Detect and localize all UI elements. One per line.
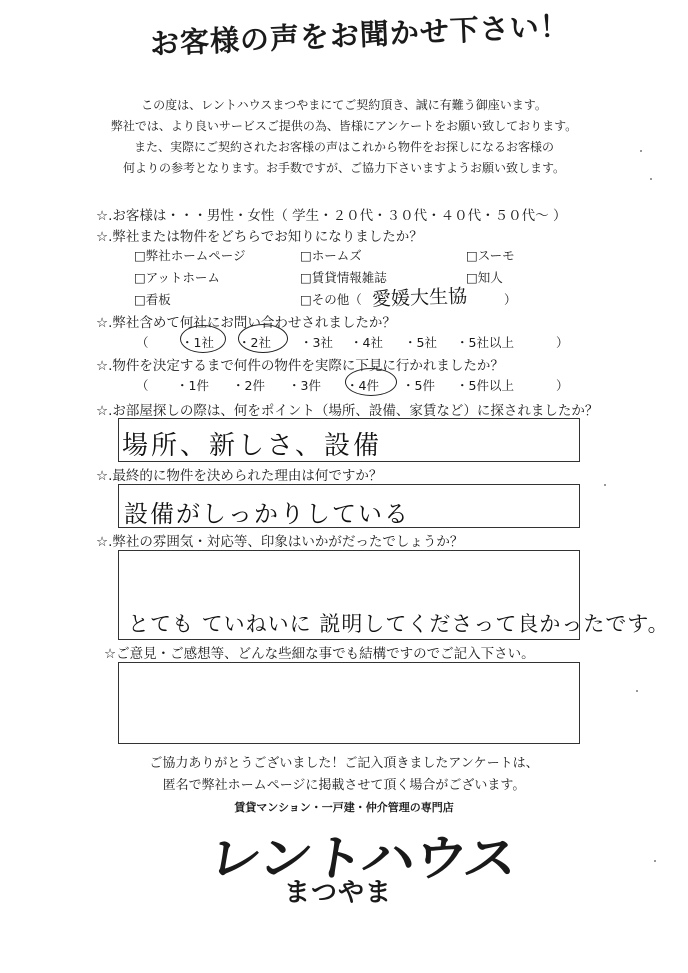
question-comments: ☆ご意見・ご感想等、どんな些細な事でも結構ですのでご記入下さい。 (104, 646, 535, 662)
answer-decision-reason: 設備がしっかりしている (124, 500, 410, 528)
answer-search-points: 場所、新しさ、設備 (122, 431, 382, 461)
scan-speck (636, 690, 638, 692)
option-company-homepage[interactable]: □弊社ホームページ (134, 248, 246, 263)
q3-option-2[interactable]: ・2社 (238, 335, 271, 350)
q4-option-4[interactable]: ・4件 (346, 378, 379, 393)
option-other[interactable]: □その他（ (300, 292, 362, 307)
intro-line-2: 弊社では、より良いサービスご提供の為、皆様にアンケートをお願い致しております。 (110, 119, 578, 133)
q4-option-5plus[interactable]: ・5件以上 (456, 378, 514, 393)
q3-open-paren: （ (136, 335, 149, 350)
logo-rent-house: レントハウス (203, 829, 521, 887)
intro-line-1: この度は、レントハウスまつやまにてご契約頂き、誠に有難う御座います。 (141, 98, 547, 112)
question-properties-viewed: ☆.物件を決定するまで何件の物件を実際に下見に行かれましたか？ (96, 358, 504, 374)
intro-line-4: 何よりの参考となります。お手数ですが、ご協力下さいますようお願い致します。 (122, 161, 566, 175)
q3-option-5plus[interactable]: ・5社以上 (456, 335, 514, 350)
q3-option-1[interactable]: ・1社 (181, 335, 214, 350)
circle-mark-2 (238, 324, 288, 353)
option-signboard[interactable]: □看板 (134, 292, 171, 307)
logo-matsuyama: まつやま (284, 878, 393, 908)
question-companies-contacted: ☆.弊社含めて何社にお問い合わせされましたか？ (96, 315, 396, 331)
q4-option-5[interactable]: ・5件 (402, 378, 435, 393)
scan-speck (654, 860, 656, 862)
footer-line-2: 匿名で弊社ホームページに掲載させて頂く場合がございます。 (162, 778, 526, 793)
option-suumo[interactable]: □スーモ (466, 248, 515, 263)
logo-tagline: 賃貸マンション・一戸建・仲介管理の専門店 (234, 801, 454, 814)
intro-line-3: また、実際にご契約されたお客様の声はこれから物件をお探しになるお客様の (133, 140, 554, 154)
question-decision-reason: ☆.最終的に物件を決められた理由は何ですか？ (96, 468, 383, 484)
option-rental-magazine[interactable]: □賃貸情報雑誌 (300, 270, 387, 285)
q3-option-3[interactable]: ・3社 (300, 335, 333, 350)
question-search-points: ☆.お部屋探しの際は、何をポイント（場所、設備、家賃など）に探されましたか？ (96, 403, 599, 419)
scan-speck (650, 178, 652, 180)
q4-option-2[interactable]: ・2件 (232, 378, 265, 393)
question-gender-age: ☆.お客様は・・・男性・女性（ 学生・２０代・３０代・４０代・５０代～ ） (96, 208, 567, 224)
option-homes[interactable]: □ホームズ (300, 248, 362, 263)
q3-option-5[interactable]: ・5社 (404, 335, 437, 350)
answer-impression: とても ていねいに 説明してくださって良かったです。 (128, 612, 670, 636)
other-handwritten-answer: 愛媛大生協 (371, 285, 468, 311)
question-impression: ☆.弊社の雰囲気・対応等、印象はいかがだったでしょうか？ (96, 534, 464, 550)
q3-close-paren: ） (556, 335, 569, 350)
q4-close-paren: ） (556, 378, 569, 393)
page-title: お客様の声をお聞かせ下さい！ (149, 8, 571, 61)
option-acquaintance[interactable]: □知人 (466, 270, 503, 285)
q4-option-3[interactable]: ・3件 (288, 378, 321, 393)
question-how-found: ☆.弊社または物件をどちらでお知りになりましたか？ (96, 229, 423, 245)
scan-speck (604, 484, 606, 486)
circle-mark-1 (180, 325, 226, 353)
answer-box-comments[interactable] (118, 662, 580, 744)
q3-option-4[interactable]: ・4社 (350, 335, 383, 350)
option-athome[interactable]: □アットホーム (134, 270, 220, 285)
footer-line-1: ご協力ありがとうございました！ご記入頂きましたアンケートは、 (149, 756, 539, 771)
circle-mark-4 (345, 368, 397, 396)
q4-open-paren: （ (136, 378, 149, 393)
scan-speck (640, 150, 642, 152)
option-other-close: ） (504, 292, 517, 307)
q4-option-1[interactable]: ・1件 (176, 378, 209, 393)
